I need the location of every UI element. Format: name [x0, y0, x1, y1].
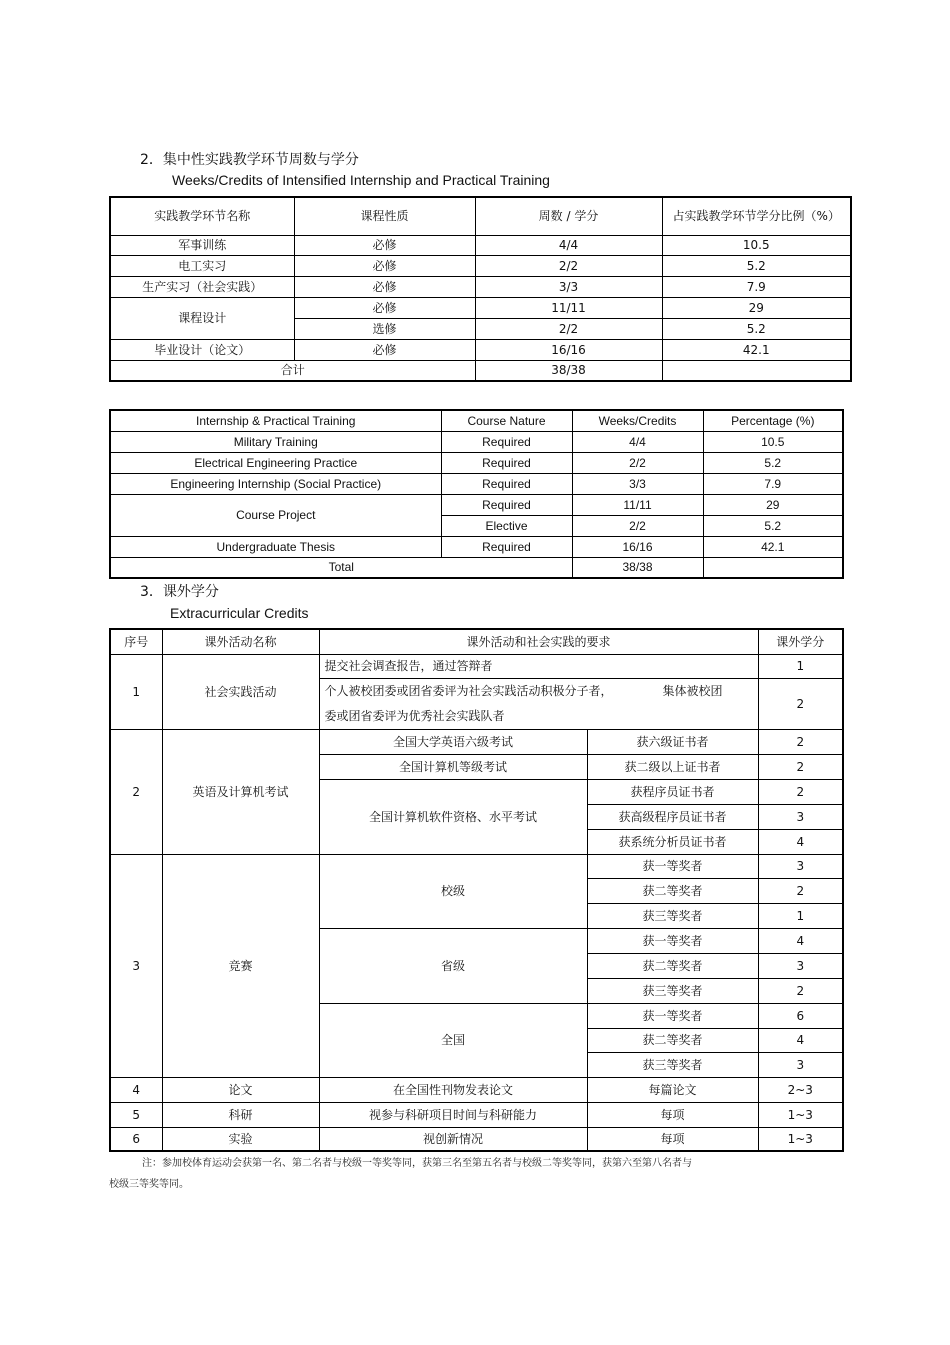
- total-label: 合计: [110, 360, 475, 381]
- cell: 获六级证书者: [587, 729, 758, 754]
- table-header-row: [110, 197, 851, 235]
- cell: 5.2: [703, 452, 843, 473]
- cell-empty: [662, 360, 851, 381]
- table-row: [110, 431, 843, 452]
- cell: 1~3: [758, 1102, 843, 1127]
- cell: 获一等奖者: [587, 928, 758, 953]
- cell: 获二等奖者: [587, 953, 758, 978]
- header-cell: Course Nature: [441, 410, 572, 431]
- total-value: 38/38: [475, 360, 662, 381]
- cell: 3: [758, 804, 843, 829]
- cell: 3/3: [475, 276, 662, 297]
- cell: 7.9: [703, 473, 843, 494]
- section-2-title-en: Weeks/Credits of Intensified Internship and Practical Training: [172, 172, 550, 188]
- table-row: [110, 339, 851, 360]
- cell: 全国计算机软件资格、水平考试: [319, 779, 587, 854]
- extracurricular-credits-table: [109, 628, 844, 1152]
- cell: Elective: [441, 515, 572, 536]
- cell: 必修: [294, 339, 475, 360]
- cell: 必修: [294, 297, 475, 318]
- cell: 1~3: [758, 1127, 843, 1151]
- cell: 29: [703, 494, 843, 515]
- header-cell: 课外活动和社会实践的要求: [319, 629, 758, 654]
- cell: 获二等奖者: [587, 878, 758, 903]
- cell: 生产实习（社会实践）: [110, 276, 294, 297]
- table-row: [110, 297, 851, 318]
- cell: 2: [758, 754, 843, 779]
- header-cell: 课外学分: [758, 629, 843, 654]
- cell: 科研: [162, 1102, 319, 1127]
- cell: 6: [758, 1003, 843, 1028]
- cell: 每项: [587, 1102, 758, 1127]
- header-cell: 课程性质: [294, 197, 475, 235]
- cell: 获高级程序员证书者: [587, 804, 758, 829]
- cell: 获二等奖者: [587, 1028, 758, 1052]
- cell: 3: [758, 953, 843, 978]
- header-cell: Percentage (%): [703, 410, 843, 431]
- cell: 5.2: [703, 515, 843, 536]
- table-row: [110, 276, 851, 297]
- cell: 获一等奖者: [587, 854, 758, 878]
- cell: 每项: [587, 1127, 758, 1151]
- cell: 社会实践活动: [162, 654, 319, 729]
- cell: 10.5: [703, 431, 843, 452]
- header-cell: Internship & Practical Training: [110, 410, 441, 431]
- cell: 视创新情况: [319, 1127, 587, 1151]
- table-row: [110, 1077, 843, 1102]
- cell: Required: [441, 431, 572, 452]
- cell: Required: [441, 536, 572, 557]
- cell: 电工实习: [110, 255, 294, 276]
- section-3-title-en: Extracurricular Credits: [170, 605, 309, 621]
- total-label: Total: [110, 557, 572, 578]
- total-row: [110, 360, 851, 381]
- cell: 2: [758, 978, 843, 1003]
- cell: 获三等奖者: [587, 1052, 758, 1077]
- requirement-text: 个人被校团委或团省委评为社会实践活动积极分子者，: [324, 683, 613, 698]
- cell: Course Project: [110, 494, 441, 536]
- cell: 论文: [162, 1077, 319, 1102]
- cell: 4/4: [475, 235, 662, 255]
- cell: 2: [758, 678, 843, 729]
- table-header-row: [110, 629, 843, 654]
- requirement-text: 委或团省委评为优秀社会实践队者: [324, 708, 505, 723]
- table-header-row: [110, 410, 843, 431]
- cell: Military Training: [110, 431, 441, 452]
- cell: Undergraduate Thesis: [110, 536, 441, 557]
- cell: 6: [110, 1127, 162, 1151]
- total-row: [110, 557, 843, 578]
- cell: 必修: [294, 276, 475, 297]
- cell: Engineering Internship (Social Practice): [110, 473, 441, 494]
- cell: 1: [758, 903, 843, 928]
- header-cell: 占实践教学环节学分比例（%）: [662, 197, 851, 235]
- cell: 获三等奖者: [587, 903, 758, 928]
- cell: [319, 678, 758, 729]
- cell: 全国: [319, 1003, 587, 1077]
- cell: 3: [758, 1052, 843, 1077]
- table-row: [110, 494, 843, 515]
- cell: 在全国性刊物发表论文: [319, 1077, 587, 1102]
- cell: Electrical Engineering Practice: [110, 452, 441, 473]
- cell: 5: [110, 1102, 162, 1127]
- cell: 全国计算机等级考试: [319, 754, 587, 779]
- total-value: 38/38: [572, 557, 703, 578]
- cell: 3: [758, 854, 843, 878]
- cell: 必修: [294, 235, 475, 255]
- cell: 4: [758, 1028, 843, 1052]
- cell: 获二级以上证书者: [587, 754, 758, 779]
- cell: 必修: [294, 255, 475, 276]
- cell: 1: [758, 654, 843, 678]
- section-3-title-cn: 3．课外学分: [140, 584, 219, 600]
- header-cell: Weeks/Credits: [572, 410, 703, 431]
- cell: 2: [758, 729, 843, 754]
- cell: 2: [758, 779, 843, 804]
- table-row: [110, 654, 843, 678]
- cell: 提交社会调查报告，通过答辩者: [319, 654, 758, 678]
- table-row: [110, 1102, 843, 1127]
- cell: 2/2: [572, 452, 703, 473]
- cell-empty: [703, 557, 843, 578]
- table-row: [110, 473, 843, 494]
- cell: 3/3: [572, 473, 703, 494]
- cell: 获系统分析员证书者: [587, 829, 758, 854]
- header-cell: 周数 / 学分: [475, 197, 662, 235]
- cell: 获程序员证书者: [587, 779, 758, 804]
- cell: 2~3: [758, 1077, 843, 1102]
- footnote-line-1: 注：参加校体育运动会获第一名、第二名者与校级一等奖等同，获第三名至第五名者与校级二等奖等同，获第六至第八名者与: [142, 1158, 692, 1169]
- cell: 2/2: [475, 255, 662, 276]
- cell: 2/2: [572, 515, 703, 536]
- cell: Required: [441, 494, 572, 515]
- cell: 5.2: [662, 255, 851, 276]
- header-cell: 课外活动名称: [162, 629, 319, 654]
- cell: 7.9: [662, 276, 851, 297]
- cell: 每篇论文: [587, 1077, 758, 1102]
- cell: 军事训练: [110, 235, 294, 255]
- cell: 4: [110, 1077, 162, 1102]
- cell: 1: [110, 654, 162, 729]
- header-cell: 序号: [110, 629, 162, 654]
- table-row: [110, 235, 851, 255]
- cell: 11/11: [572, 494, 703, 515]
- cell: 获一等奖者: [587, 1003, 758, 1028]
- cell: 16/16: [572, 536, 703, 557]
- cell: 校级: [319, 854, 587, 928]
- section-2-title-cn: 2．集中性实践教学环节周数与学分: [140, 152, 359, 168]
- cell: Required: [441, 452, 572, 473]
- table-row: [110, 452, 843, 473]
- cell: 全国大学英语六级考试: [319, 729, 587, 754]
- cell: 2: [758, 878, 843, 903]
- cell: 竞赛: [162, 854, 319, 1077]
- cell: 16/16: [475, 339, 662, 360]
- cell: 2/2: [475, 318, 662, 339]
- cell: 10.5: [662, 235, 851, 255]
- cell: 29: [662, 297, 851, 318]
- cell: 英语及计算机考试: [162, 729, 319, 854]
- cell: 获三等奖者: [587, 978, 758, 1003]
- table-row: [110, 255, 851, 276]
- cell: 11/11: [475, 297, 662, 318]
- cell: 42.1: [662, 339, 851, 360]
- cell: 课程设计: [110, 297, 294, 339]
- cell: 省级: [319, 928, 587, 1003]
- table-row: [110, 854, 843, 878]
- cell: 5.2: [662, 318, 851, 339]
- footnote-line-2: 校级三等奖等同。: [109, 1179, 189, 1190]
- cell: 4/4: [572, 431, 703, 452]
- practical-training-table-en: [109, 409, 844, 579]
- cell: 视参与科研项目时间与科研能力: [319, 1102, 587, 1127]
- requirement-text: 集体被校团: [662, 683, 723, 698]
- cell: 42.1: [703, 536, 843, 557]
- table-row: [110, 1127, 843, 1151]
- cell: 4: [758, 928, 843, 953]
- practical-training-table-cn: [109, 196, 852, 382]
- cell: Required: [441, 473, 572, 494]
- cell: 毕业设计（论文）: [110, 339, 294, 360]
- cell: 3: [110, 854, 162, 1077]
- cell: 选修: [294, 318, 475, 339]
- cell: 4: [758, 829, 843, 854]
- table-row: [110, 729, 843, 754]
- header-cell: 实践教学环节名称: [110, 197, 294, 235]
- cell: 实验: [162, 1127, 319, 1151]
- table-row: [110, 536, 843, 557]
- cell: 2: [110, 729, 162, 854]
